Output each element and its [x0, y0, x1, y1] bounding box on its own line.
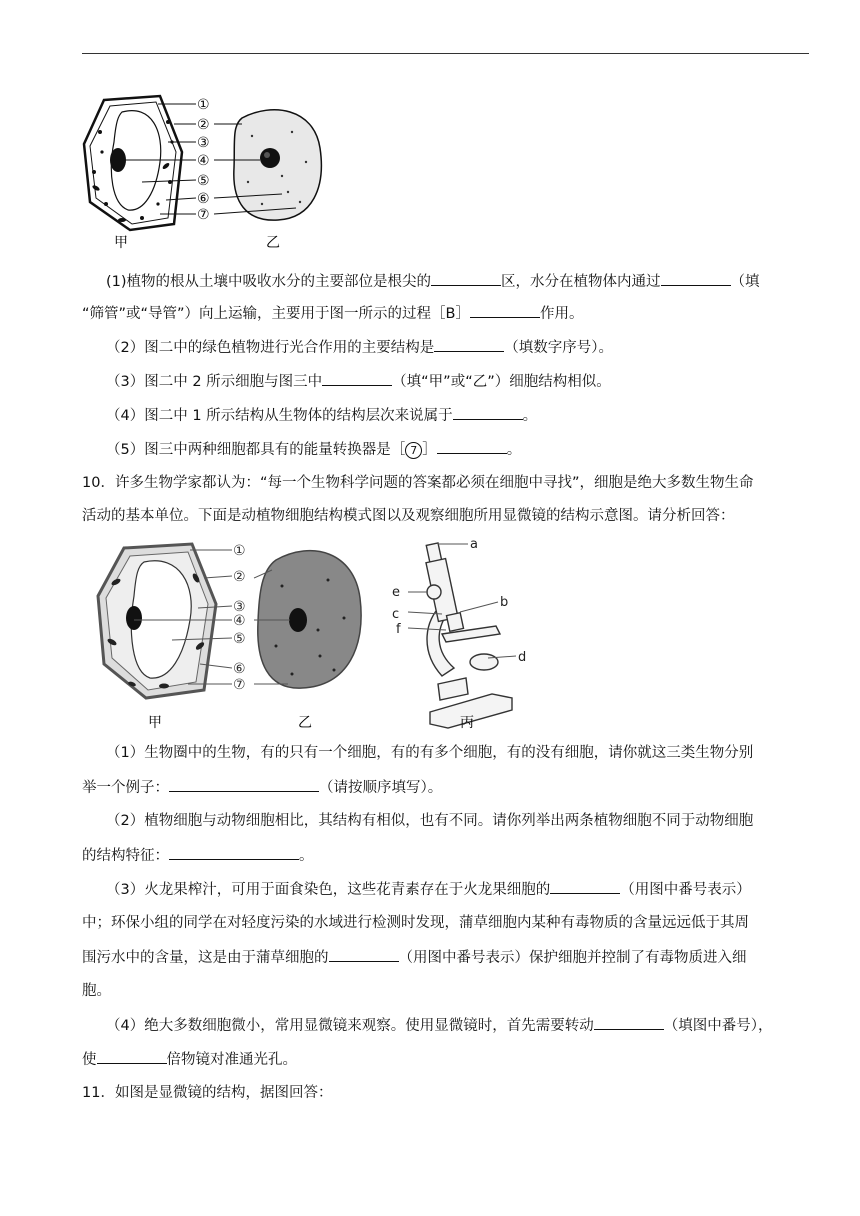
blank — [437, 439, 507, 454]
blank — [329, 947, 399, 962]
q10-item-1-line-1: （1）生物圈中的生物，有的只有一个细胞，有的有多个细胞，有的没有细胞，请你就这三类生物分别 — [106, 745, 754, 761]
blank — [169, 845, 299, 860]
fig1-label-4: ④ — [197, 153, 210, 169]
q9-item-2: （2）图二中的绿色植物进行光合作用的主要结构是 （填数字序号）。 — [106, 337, 836, 358]
cell-microscope-diagram — [92, 534, 542, 734]
q9-item-4: （4）图二中 1 所示结构从生物体的结构层次来说属于 。 — [106, 405, 836, 426]
fig2-caption-left: 甲 — [148, 715, 162, 731]
q10-item-3-line-4: 胞。 — [82, 983, 111, 999]
fig1-label-7: ⑦ — [197, 207, 210, 223]
blank — [434, 337, 504, 352]
blank — [169, 777, 319, 792]
fig1-caption-left: 甲 — [114, 235, 128, 251]
q9-item-5: （5）图三中两种细胞都具有的能量转换器是［ 7 ］ 。 — [106, 439, 836, 460]
scope-label-e: e — [392, 585, 400, 600]
fig2-label-3: ③ — [233, 599, 246, 615]
fig2-label-6: ⑥ — [233, 661, 246, 677]
cell-diagram-1 — [82, 92, 332, 254]
blank — [97, 1049, 167, 1064]
q9-item-3: （3）图二中 2 所示细胞与图三中 （填“甲”或“乙”）细胞结构相似。 — [106, 371, 836, 392]
q10-item-3-line-1: （3）火龙果榨汁，可用于面食染色，这些花青素存在于火龙果细胞的 （用图中番号表示） — [106, 879, 836, 900]
blank — [431, 271, 501, 286]
blank — [453, 405, 523, 420]
fig2-label-1: ① — [233, 543, 246, 559]
fig1-label-5: ⑤ — [197, 173, 210, 189]
q9-item-1-line-2: “筛管”或“导管”）向上运输，主要用于图一所示的过程［B］ 作用。 — [82, 303, 812, 324]
q10-item-2-line-2: 的结构特征： 。 — [82, 845, 812, 866]
fig2-label-2: ② — [233, 569, 246, 585]
fig2-caption-mid: 乙 — [298, 715, 312, 731]
blank — [661, 271, 731, 286]
blank — [550, 879, 620, 894]
circled-number: 7 — [405, 442, 422, 459]
scope-label-c: c — [392, 607, 400, 622]
q10-intro-line-2: 活动的基本单位。下面是动植物细胞结构模式图以及观察细胞所用显微镜的结构示意图。请分析回答： — [82, 508, 735, 524]
fig1-label-2: ② — [197, 117, 210, 133]
fig1-caption-right: 乙 — [266, 235, 280, 251]
q10-item-1-line-2: 举一个例子： （请按顺序填写）。 — [82, 777, 812, 798]
blank — [470, 303, 540, 318]
fig2-label-5: ⑤ — [233, 631, 246, 647]
q11-title: 11．如图是显微镜的结构，据图回答： — [82, 1085, 333, 1101]
fig2-caption-right: 丙 — [460, 715, 474, 731]
fig1-label-3: ③ — [197, 135, 210, 151]
fig2-label-7: ⑦ — [233, 677, 246, 693]
header-rule — [82, 53, 809, 54]
scope-label-f: f — [396, 622, 401, 637]
q10-item-4-line-1: （4）绝大多数细胞微小，常用显微镜来观察。使用显微镜时，首先需要转动 （填图中番号）， — [106, 1015, 836, 1036]
fig1-label-1: ① — [197, 97, 210, 113]
q9-item-1-line-1: (1)植物的根从土壤中吸收水分的主要部位是根尖的 区，水分在植物体内通过 （填 — [106, 271, 836, 292]
fig1-label-6: ⑥ — [197, 191, 210, 207]
q10-intro-line-1: 10．许多生物学家都认为：“每一个生物科学问题的答案都必须在细胞中寻找”，细胞是绝大多数生物生命 — [82, 475, 754, 491]
scope-label-d: d — [518, 650, 527, 665]
q10-item-3-line-3: 围污水中的含量，这是由于蒲草细胞的 （用图中番号表示）保护细胞并控制了有毒物质进入细 — [82, 947, 812, 968]
q10-item-2-line-1: （2）植物细胞与动物细胞相比，其结构有相似，也有不同。请你列举出两条植物细胞不同于动物细胞 — [106, 813, 754, 829]
scope-label-a: a — [470, 537, 478, 552]
blank — [322, 371, 392, 386]
blank — [594, 1015, 664, 1030]
q10-item-3-line-2: 中；环保小组的同学在对轻度污染的水域进行检测时发现，蒲草细胞内某种有毒物质的含量远远低于其周 — [82, 915, 749, 931]
q10-item-4-line-2: 使 倍物镜对准通光孔。 — [82, 1049, 812, 1070]
scope-label-b: b — [500, 595, 509, 610]
fig2-label-4: ④ — [233, 613, 246, 629]
